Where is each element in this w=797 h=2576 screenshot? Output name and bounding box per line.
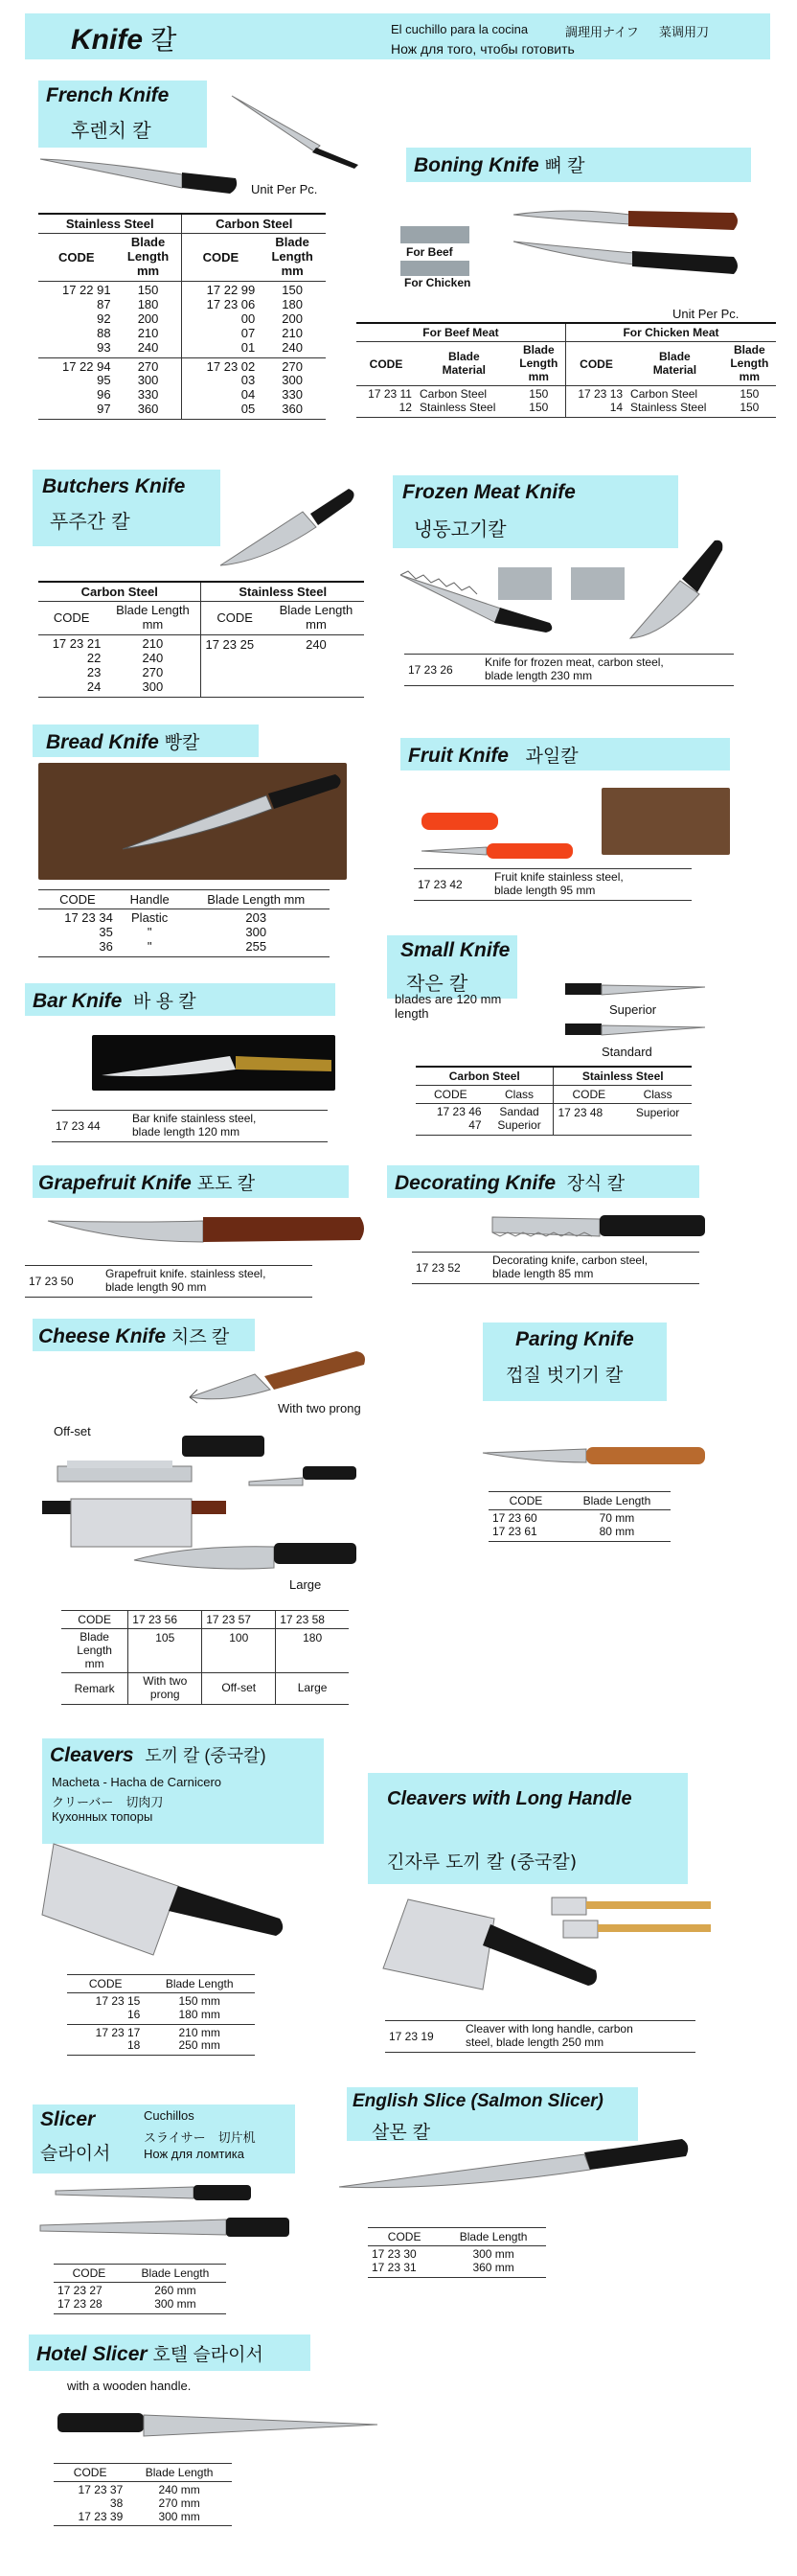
decorating-table	[412, 1252, 699, 1284]
english-blade-h: Blade Length	[459, 2230, 528, 2243]
cheese-len-2: 100	[202, 1629, 276, 1673]
slicer-table	[54, 2264, 226, 2314]
grapefruit-table	[25, 1265, 312, 1298]
cheese-large-label: Large	[289, 1577, 322, 1592]
boning-beef-label: For Beef	[406, 245, 453, 259]
cheese-table	[61, 1610, 349, 1705]
slicer-blade-h: Blade Length	[141, 2266, 210, 2280]
french-ss-len-2: 270 300 330 360	[137, 358, 159, 417]
fruit-sheath-icon	[406, 809, 579, 866]
cheese-code-2: 17 23 57	[202, 1611, 276, 1629]
frozen-thumb-1	[498, 567, 552, 600]
cleavers-len-2: 210 mm 250 mm	[178, 2025, 220, 2053]
boning-b-mat: Carbon Steel Stainless Steel	[419, 387, 496, 415]
boning-mat-h: Blade Material	[442, 349, 486, 377]
paring-title: Paring Knife	[515, 1328, 634, 1350]
slicer-spanish: Cuchillos	[144, 2108, 194, 2123]
fruit-desc: Fruit knife stainless steel, blade length 95 mm	[494, 870, 624, 897]
french-code-h: CODE	[58, 249, 95, 264]
slicer-len: 260 mm 300 mm	[154, 2284, 196, 2311]
small-s-cls: Superior	[635, 1106, 680, 1119]
slicer-korean: 슬라이서	[40, 2143, 111, 2164]
cheese-large-icon	[130, 1537, 360, 1576]
cheese-len-3: 180	[276, 1629, 349, 1673]
french-knife-icon-2	[38, 153, 239, 199]
small-h1: Carbon Steel	[448, 1070, 520, 1083]
french-cs-codes-2: 17 23 02 03 04 05	[182, 357, 259, 420]
frozen-korean: 냉동고기칼	[414, 518, 507, 540]
boning-c-mat: Carbon Steel Stainless Steel	[630, 387, 707, 415]
beef-thumb	[400, 226, 469, 243]
french-code-h2: CODE	[182, 234, 259, 282]
english-title: English Slice (Salmon Slicer)	[353, 2091, 603, 2111]
english-code-h: CODE	[387, 2230, 421, 2243]
french-ss-codes-2: 17 22 94 95 96 97	[61, 358, 111, 417]
frozen-code: 17 23 26	[408, 662, 453, 677]
small-class-h2: Class	[643, 1088, 672, 1101]
grapefruit-desc: Grapefruit knife. stainless steel, blade length 90 mm	[105, 1267, 266, 1294]
boning-unit: Unit Per Pc.	[672, 307, 740, 321]
header-chinese: 菜调用刀	[659, 25, 710, 39]
paring-korean: 껍질 벗기기 칼	[506, 1365, 624, 1386]
small-table	[416, 1066, 692, 1136]
butchers-blade-h: Blade Length mm	[116, 603, 190, 632]
english-codes: 17 23 30 17 23 31	[372, 2247, 417, 2274]
butchers-korean: 푸주간 칼	[50, 510, 130, 533]
slicer-code-h: CODE	[72, 2266, 106, 2280]
french-cs-len-2: 270 300 330 360	[282, 358, 303, 417]
butchers-s-code: 17 23 25	[201, 634, 268, 697]
boning-h2: For Chicken Meat	[565, 323, 776, 342]
small-c-cls: Sandad Superior	[497, 1105, 541, 1132]
french-cs-len-1: 150 180 200 210 240	[282, 282, 303, 355]
small-standard-icon	[563, 1020, 707, 1039]
small-superior-label: Superior	[609, 1002, 657, 1017]
cleaverlong-table	[385, 2020, 695, 2053]
cheese-prong-icon	[188, 1346, 370, 1407]
small-code-h2: CODE	[554, 1086, 624, 1104]
bar-knife-icon	[96, 1046, 335, 1085]
slicer-russian: Нож для ломтика	[144, 2147, 244, 2161]
decorating-desc: Decorating knife, carbon steel, blade length 85 mm	[492, 1254, 649, 1280]
bread-codes: 17 23 34 35 36	[64, 910, 113, 954]
cheese-offset-label: Off-set	[54, 1424, 91, 1438]
boning-knife-icon-2	[512, 236, 741, 278]
paring-table	[489, 1491, 671, 1542]
small-note: blades are 120 mm length	[395, 992, 502, 1021]
bread-table	[38, 889, 330, 957]
small-superior-icon	[563, 979, 707, 999]
slicer-codes: 17 23 27 17 23 28	[57, 2284, 102, 2311]
cleaverlong-code: 17 23 19	[389, 2029, 434, 2043]
cleavers-russian: Кухонных топоры	[52, 1809, 153, 1824]
french-ss-codes-1: 17 22 91 87 92 88 93	[61, 282, 111, 355]
fruit-photo	[602, 788, 730, 855]
boning-mat-h2: Blade Material	[652, 349, 697, 377]
english-table	[368, 2227, 546, 2278]
grapefruit-code: 17 23 50	[29, 1274, 74, 1288]
butchers-knife-icon	[216, 485, 360, 571]
hotel-title: Hotel Slicer 호텔 슬라이서	[36, 2343, 263, 2365]
chicken-thumb	[400, 261, 469, 276]
small-standard-label: Standard	[602, 1045, 652, 1059]
butchers-table	[38, 581, 364, 698]
bread-blade-h: Blade Length mm	[207, 892, 306, 907]
french-blade-h: Blade Length mm	[126, 235, 170, 278]
paring-len: 70 mm 80 mm	[599, 1511, 635, 1538]
cleavers-table	[67, 1974, 255, 2056]
cleaver-icon	[38, 1842, 287, 1957]
butchers-code-h2: CODE	[201, 602, 268, 635]
french-table	[38, 213, 326, 420]
paring-codes: 17 23 60 17 23 61	[492, 1511, 537, 1538]
french-ss-len-1: 150 180 200 210 240	[137, 282, 159, 355]
small-c-codes: 17 23 46 47	[436, 1105, 482, 1132]
cleavers-code-h: CODE	[88, 1977, 123, 1990]
butchers-c-codes: 17 23 21 22 23 24	[52, 635, 102, 694]
hotel-knife-icon	[54, 2407, 381, 2442]
cheese-remark-1: With two prong	[128, 1673, 202, 1705]
french-korean: 후렌치 칼	[71, 119, 151, 142]
cheese-code-h: CODE	[78, 1613, 111, 1626]
header-russian: Нож для того, чтобы готовить	[391, 41, 575, 57]
cleavers-japanese: クリーバー 切肉刀	[52, 1795, 164, 1809]
hotel-blade-h: Blade Length	[145, 2466, 214, 2479]
boning-h1: For Beef Meat	[422, 326, 499, 339]
english-knife-icon	[333, 2135, 692, 2198]
butchers-blade-h2: Blade Length mm	[279, 603, 353, 632]
butchers-title: Butchers Knife	[42, 475, 186, 497]
frozen-desc: Knife for frozen meat, carbon steel, blade length 230 mm	[485, 656, 664, 682]
paring-blade-h: Blade Length	[582, 1494, 651, 1507]
frozen-table	[404, 654, 734, 686]
small-korean: 작은 칼	[406, 972, 468, 995]
decorating-title: Decorating Knife 장식 칼	[395, 1172, 626, 1194]
french-title: French Knife	[46, 84, 170, 106]
boning-c-len: 150 150	[740, 387, 760, 415]
page-title: Knife 칼	[71, 24, 177, 56]
cheese-remark-2: Off-set	[202, 1673, 276, 1705]
cleaverlong-title: Cleavers with Long Handle	[387, 1788, 632, 1809]
bar-title: Bar Knife 바 용 칼	[33, 990, 196, 1012]
cheese-blade-h: Blade Length mm	[77, 1630, 112, 1670]
header-spanish: El cuchillo para la cocina	[391, 22, 529, 36]
english-len: 300 mm 360 mm	[472, 2247, 514, 2274]
bread-code-h: CODE	[59, 892, 96, 907]
cheese-title: Cheese Knife 치즈 칼	[38, 1325, 230, 1347]
french-knife-icon	[228, 92, 362, 169]
header-japanese: 調理用ナイフ	[565, 25, 639, 39]
small-class-h: Class	[505, 1088, 535, 1101]
french-unit: Unit Per Pc.	[251, 182, 318, 196]
slicer-knife-icon-2	[38, 2214, 293, 2242]
boning-knife-icon	[512, 201, 741, 236]
cheese-remark-3: Large	[276, 1673, 349, 1705]
boning-code-h: CODE	[369, 356, 403, 371]
paring-code-h: CODE	[509, 1494, 543, 1507]
cleaverlong-korean: 긴자루 도끼 칼 (중국칼)	[387, 1852, 578, 1873]
boning-c-codes: 17 23 13 14	[565, 386, 626, 418]
fruit-code: 17 23 42	[418, 877, 463, 891]
grapefruit-title: Grapefruit Knife 포도 칼	[38, 1172, 256, 1194]
cheese-prong-label: With two prong	[278, 1401, 361, 1415]
cleavers-spanish: Macheta - Hacha de Carnicero	[52, 1775, 222, 1789]
bar-table	[52, 1110, 328, 1142]
boning-chicken-label: For Chicken	[404, 276, 471, 289]
hotel-table	[54, 2463, 232, 2526]
cleaverlong-thumb-icon	[544, 1892, 717, 1949]
butchers-h2: Stainless Steel	[201, 582, 364, 602]
hotel-len: 240 mm 270 mm 300 mm	[158, 2483, 200, 2523]
french-cs-codes-1: 17 22 99 17 23 06 00 07 01	[182, 281, 259, 357]
butchers-code-h: CODE	[53, 610, 90, 626]
frozen-title: Frozen Meat Knife	[402, 481, 576, 503]
butchers-c-len: 210 240 270 300	[142, 635, 164, 694]
cheese-code-1: 17 23 56	[128, 1611, 202, 1629]
small-s-code: 17 23 48	[554, 1104, 624, 1136]
butchers-s-len: 240	[306, 636, 327, 652]
hotel-codes: 17 23 37 38 17 23 39	[78, 2483, 124, 2523]
cleavers-blade-h: Blade Length	[165, 1977, 234, 1990]
fruit-table	[414, 868, 692, 901]
cleavers-len-1: 150 mm 180 mm	[178, 1994, 220, 2021]
cheese-code-3: 17 23 58	[276, 1611, 349, 1629]
fruit-title: Fruit Knife 과일칼	[408, 745, 579, 767]
hotel-note: with a wooden handle.	[67, 2379, 192, 2393]
decorating-code: 17 23 52	[416, 1260, 461, 1275]
boning-title: Boning Knife 뼈 칼	[414, 154, 585, 176]
bread-title: Bread Knife 빵칼	[46, 731, 200, 753]
bread-knife-icon	[119, 770, 345, 853]
cleavers-codes-1: 17 23 15 16	[95, 1994, 141, 2021]
small-code-h: CODE	[433, 1088, 467, 1101]
boning-b-codes: 17 23 11 12	[368, 387, 412, 415]
french-blade-h2: Blade Length mm	[271, 235, 313, 278]
boning-b-len: 150 150	[529, 387, 549, 415]
cheese-len-1: 105	[128, 1629, 202, 1673]
cleaverlong-desc: Cleaver with long handle, carbon steel, blade length 250 mm	[466, 2022, 633, 2049]
frozen-santoku-icon	[623, 531, 728, 646]
cleavers-title: Cleavers 도끼 칼 (중국칼)	[50, 1744, 266, 1766]
small-title: Small Knife	[400, 939, 511, 961]
bar-code: 17 23 44	[56, 1118, 101, 1133]
cheese-remark-h: Remark	[74, 1682, 115, 1696]
bread-handles: Plastic " "	[131, 910, 169, 954]
boning-table	[356, 322, 776, 418]
boning-blade-h2: Blade Length mm	[730, 343, 769, 383]
boning-code-h2: CODE	[565, 342, 626, 386]
boning-blade-h: Blade Length mm	[519, 343, 558, 383]
butchers-h1: Carbon Steel	[80, 585, 158, 599]
cleavers-codes-2: 17 23 17 18	[95, 2025, 141, 2053]
small-h2: Stainless Steel	[554, 1067, 692, 1086]
slicer-knife-icon	[54, 2181, 255, 2204]
bar-desc: Bar knife stainless steel, blade length 120 mm	[132, 1112, 257, 1138]
decorating-knife-icon	[489, 1209, 709, 1242]
bread-len: 203 300 255	[245, 910, 267, 954]
hotel-code-h: CODE	[73, 2466, 107, 2479]
slicer-title: Slicer	[40, 2108, 96, 2130]
grapefruit-knife-icon	[42, 1209, 368, 1248]
slicer-japanese: スライサー 切片机	[144, 2130, 256, 2145]
french-h1: Stainless Steel	[65, 217, 154, 231]
english-korean: 살몬 칼	[372, 2122, 431, 2143]
bread-handle-h: Handle	[129, 892, 170, 907]
cheese-small-icon	[245, 1457, 360, 1489]
frozen-thumb-2	[571, 567, 625, 600]
french-h2: Carbon Steel	[182, 214, 326, 234]
paring-knife-icon	[479, 1441, 709, 1470]
